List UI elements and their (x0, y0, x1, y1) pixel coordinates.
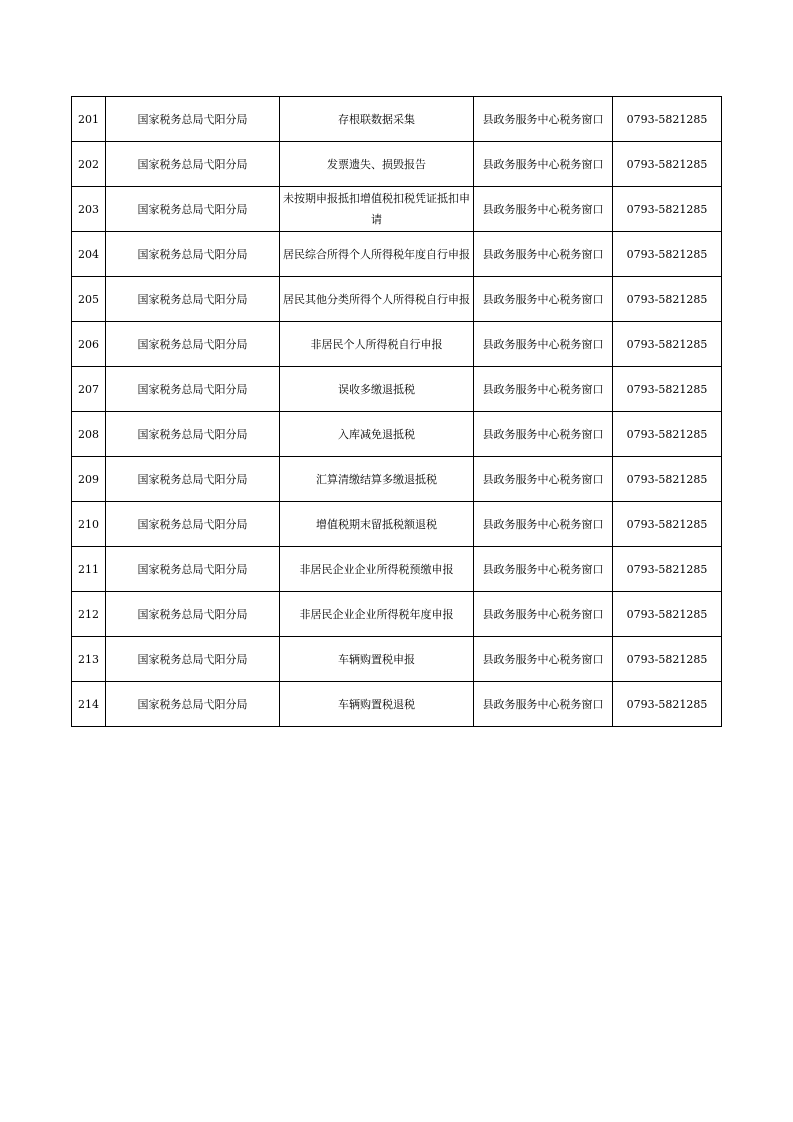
table-row (72, 502, 722, 547)
organization-name: 国家税务总局弋阳分局 (106, 367, 280, 412)
contact-phone: 0793-5821285 (613, 637, 722, 682)
service-location: 县政务服务中心税务窗口 (474, 412, 613, 457)
service-location: 县政务服务中心税务窗口 (474, 637, 613, 682)
service-location: 县政务服务中心税务窗口 (474, 142, 613, 187)
contact-phone: 0793-5821285 (613, 232, 722, 277)
contact-phone: 0793-5821285 (613, 187, 722, 232)
organization-name: 国家税务总局弋阳分局 (106, 232, 280, 277)
row-number: 209 (72, 457, 106, 502)
table-row (72, 97, 722, 142)
contact-phone: 0793-5821285 (613, 547, 722, 592)
service-item: 车辆购置税退税 (280, 682, 474, 727)
contact-phone: 0793-5821285 (613, 277, 722, 322)
service-item: 误收多缴退抵税 (280, 367, 474, 412)
service-location: 县政务服务中心税务窗口 (474, 682, 613, 727)
row-number: 202 (72, 142, 106, 187)
organization-name: 国家税务总局弋阳分局 (106, 142, 280, 187)
contact-phone: 0793-5821285 (613, 502, 722, 547)
table-row (72, 142, 722, 187)
organization-name: 国家税务总局弋阳分局 (106, 502, 280, 547)
service-location: 县政务服务中心税务窗口 (474, 187, 613, 232)
organization-name: 国家税务总局弋阳分局 (106, 682, 280, 727)
organization-name: 国家税务总局弋阳分局 (106, 322, 280, 367)
service-location: 县政务服务中心税务窗口 (474, 367, 613, 412)
row-number: 210 (72, 502, 106, 547)
contact-phone: 0793-5821285 (613, 142, 722, 187)
service-item: 非居民企业企业所得税年度申报 (280, 592, 474, 637)
service-item: 增值税期末留抵税额退税 (280, 502, 474, 547)
organization-name: 国家税务总局弋阳分局 (106, 187, 280, 232)
service-item: 非居民企业企业所得税预缴申报 (280, 547, 474, 592)
row-number: 211 (72, 547, 106, 592)
table-row (72, 187, 722, 232)
contact-phone: 0793-5821285 (613, 367, 722, 412)
service-item: 居民综合所得个人所得税年度自行申报 (280, 232, 474, 277)
table-row (72, 457, 722, 502)
service-location: 县政务服务中心税务窗口 (474, 322, 613, 367)
contact-phone: 0793-5821285 (613, 457, 722, 502)
service-item: 汇算清缴结算多缴退抵税 (280, 457, 474, 502)
organization-name: 国家税务总局弋阳分局 (106, 457, 280, 502)
row-number: 214 (72, 682, 106, 727)
table-row (72, 322, 722, 367)
contact-phone: 0793-5821285 (613, 97, 722, 142)
organization-name: 国家税务总局弋阳分局 (106, 637, 280, 682)
table-row (72, 637, 722, 682)
service-location: 县政务服务中心税务窗口 (474, 502, 613, 547)
row-number: 206 (72, 322, 106, 367)
service-item: 存根联数据采集 (280, 97, 474, 142)
service-location: 县政务服务中心税务窗口 (474, 547, 613, 592)
organization-name: 国家税务总局弋阳分局 (106, 412, 280, 457)
service-item: 未按期申报抵扣增值税扣税凭证抵扣申请 (280, 187, 474, 232)
organization-name: 国家税务总局弋阳分局 (106, 547, 280, 592)
service-item: 发票遗失、损毁报告 (280, 142, 474, 187)
service-item: 入库减免退抵税 (280, 412, 474, 457)
contact-phone: 0793-5821285 (613, 682, 722, 727)
table-row (72, 592, 722, 637)
service-item: 居民其他分类所得个人所得税自行申报 (280, 277, 474, 322)
row-number: 201 (72, 97, 106, 142)
organization-name: 国家税务总局弋阳分局 (106, 97, 280, 142)
table-row (72, 682, 722, 727)
table-row (72, 547, 722, 592)
row-number: 204 (72, 232, 106, 277)
table-row (72, 412, 722, 457)
row-number: 212 (72, 592, 106, 637)
table-row (72, 277, 722, 322)
service-location: 县政务服务中心税务窗口 (474, 232, 613, 277)
organization-name: 国家税务总局弋阳分局 (106, 592, 280, 637)
service-location: 县政务服务中心税务窗口 (474, 592, 613, 637)
row-number: 213 (72, 637, 106, 682)
table-row (72, 367, 722, 412)
service-location: 县政务服务中心税务窗口 (474, 457, 613, 502)
row-number: 208 (72, 412, 106, 457)
service-location: 县政务服务中心税务窗口 (474, 97, 613, 142)
table-body (72, 97, 722, 727)
contact-phone: 0793-5821285 (613, 322, 722, 367)
table-row (72, 232, 722, 277)
contact-phone: 0793-5821285 (613, 592, 722, 637)
row-number: 203 (72, 187, 106, 232)
row-number: 205 (72, 277, 106, 322)
service-location: 县政务服务中心税务窗口 (474, 277, 613, 322)
organization-name: 国家税务总局弋阳分局 (106, 277, 280, 322)
tax-services-table (71, 96, 722, 727)
service-item: 非居民个人所得税自行申报 (280, 322, 474, 367)
contact-phone: 0793-5821285 (613, 412, 722, 457)
row-number: 207 (72, 367, 106, 412)
service-item: 车辆购置税申报 (280, 637, 474, 682)
